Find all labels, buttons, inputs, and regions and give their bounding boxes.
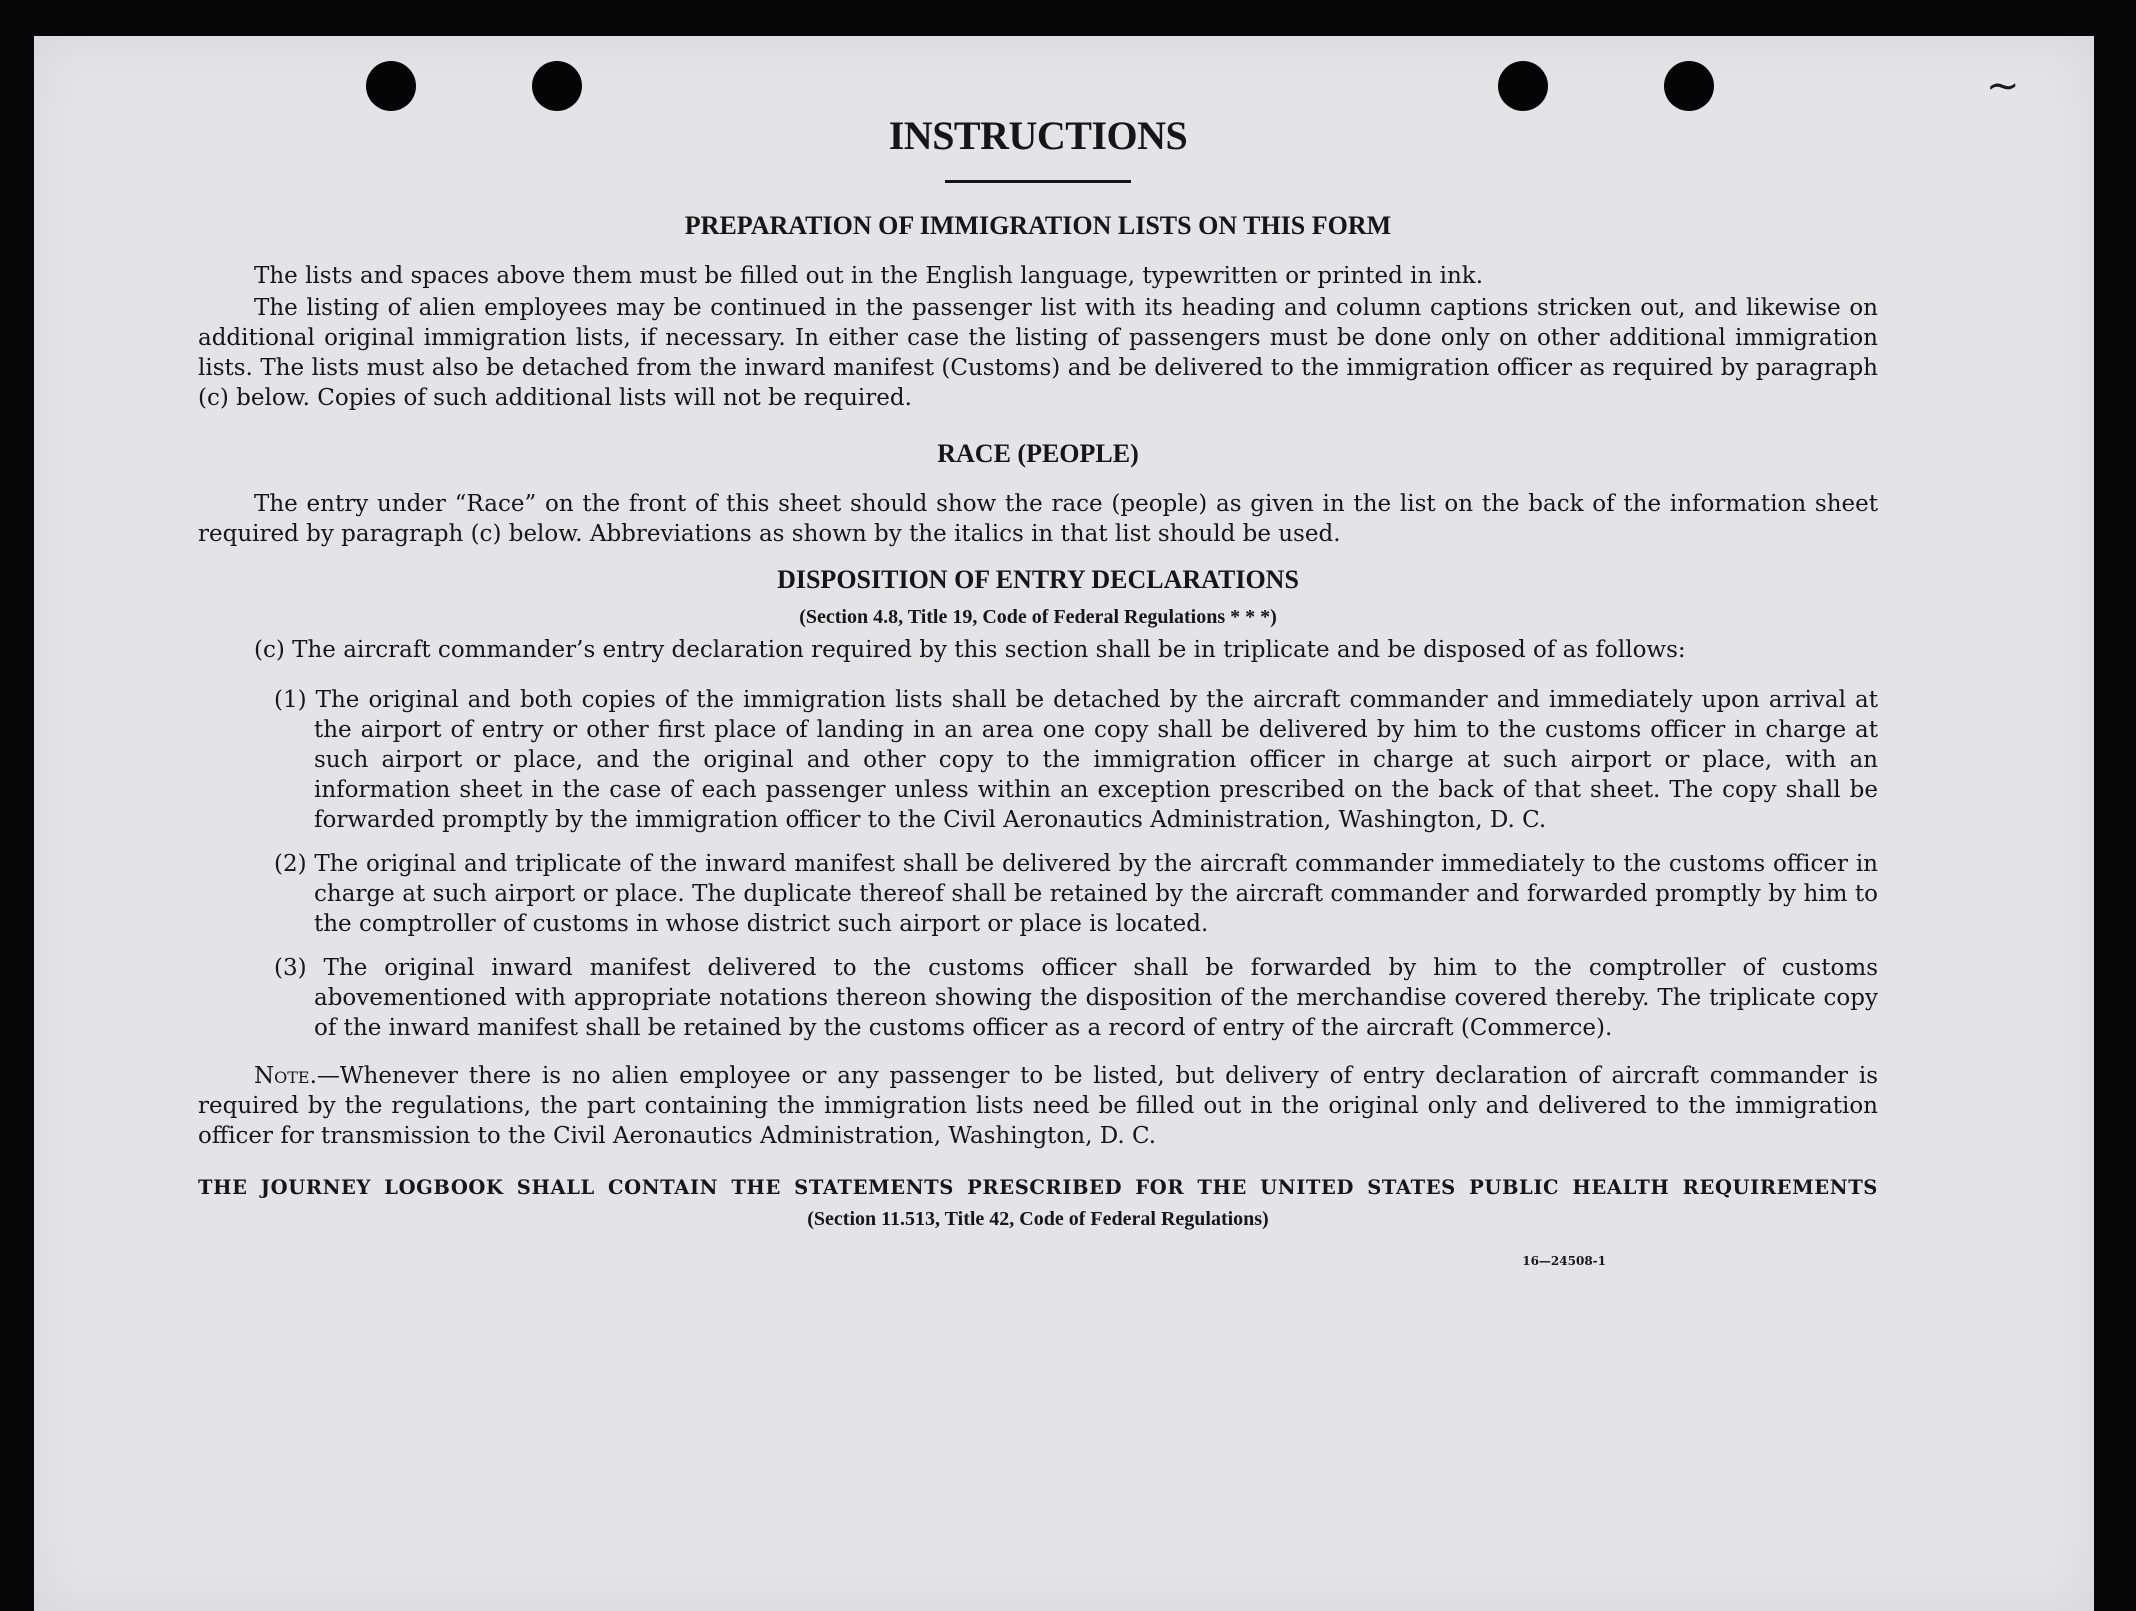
footer-statement: THE JOURNEY LOGBOOK SHALL CONTAIN THE STATEMENTS PRESCRIBED FOR THE UNITED STATES PUBLIC HEALTH REQUIREMENTS [198, 1176, 1878, 1199]
section-heading-preparation: PREPARATION OF IMMIGRATION LISTS ON THIS FORM [684, 211, 1392, 240]
paragraph-intro: (c) The aircraft commander’s entry declaration required by this section shall be in triplicate and be disposed of as follows: [254, 637, 1686, 663]
note-label: Note. [254, 1063, 317, 1089]
pen-mark: ∼ [1986, 63, 2020, 109]
paragraph: The lists and spaces above them must be filled out in the English language, typewritten or printed in ink. [254, 263, 1484, 289]
footer-citation: (Section 11.513, Title 42, Code of Federal Regulations) [807, 1208, 1269, 1230]
numbered-item: (3) The original inward manifest delivered to the customs officer shall be forwarded by him to the comptroller of customs abovementioned with appropriate notations thereon showing the disposition of the merchandise covered thereby. The triplicate copy of the inward manifest shall be retained by the customs officer as a record of entry of the aircraft (Commerce). [274, 955, 1878, 1041]
form-number: 16—24508-1 [1522, 1254, 1606, 1268]
paragraph: The listing of alien employees may be continued in the passenger list with its heading and column captions stricken out, and likewise on additional original immigration lists, if necessary. In either case the listing of passengers must be done only on other additional immigration lists. The lists must also be detached from the inward manifest (Customs) and be delivered to the immigration officer as required by paragraph (c) below. Copies of such additional lists will not be required. [198, 295, 1878, 411]
title-rule [945, 180, 1131, 183]
document-body [198, 76, 1878, 1269]
numbered-item: (2) The original and triplicate of the inward manifest shall be delivered by the aircraft commander immediately to the customs officer in charge at such airport or place. The duplicate thereof shall be retained by the aircraft commander and forwarded promptly by him to the comptroller of customs in whose district such airport or place is located. [274, 851, 1878, 937]
note-text: —Whenever there is no alien employee or any passenger to be listed, but delivery of entry declaration of aircraft commander is required by the regulations, the part containing the immigration lists need be filled out in the original only and delivered to the immigration officer for transmission to the Civil Aeronautics Administration, Washington, D. C. [198, 1063, 1878, 1149]
section-heading-disposition: DISPOSITION OF ENTRY DECLARATIONS [777, 565, 1299, 594]
numbered-item: (1) The original and both copies of the immigration lists shall be detached by the aircraft commander and immediately upon arrival at the airport of entry or other first place of landing in an area one copy shall be delivered by him to the customs officer in charge at such airport or place, and the original and other copy to the immigration officer in charge at such airport or place, with an information sheet in the case of each passenger unless within an exception prescribed on the back of that sheet. The copy shall be forwarded promptly by the immigration officer to the Civil Aeronautics Administration, Washington, D. C. [274, 687, 1878, 833]
page-title: INSTRUCTIONS [888, 113, 1188, 158]
section-heading-race: RACE (PEOPLE) [937, 439, 1139, 468]
section-citation: (Section 4.8, Title 19, Code of Federal Regulations * * *) [799, 606, 1277, 628]
note-paragraph [198, 1061, 1878, 1151]
paragraph: The entry under “Race” on the front of this sheet should show the race (people) as given in the list on the back of the information sheet required by paragraph (c) below. Abbreviations as shown by the italics in that list should be used. [198, 491, 1878, 547]
